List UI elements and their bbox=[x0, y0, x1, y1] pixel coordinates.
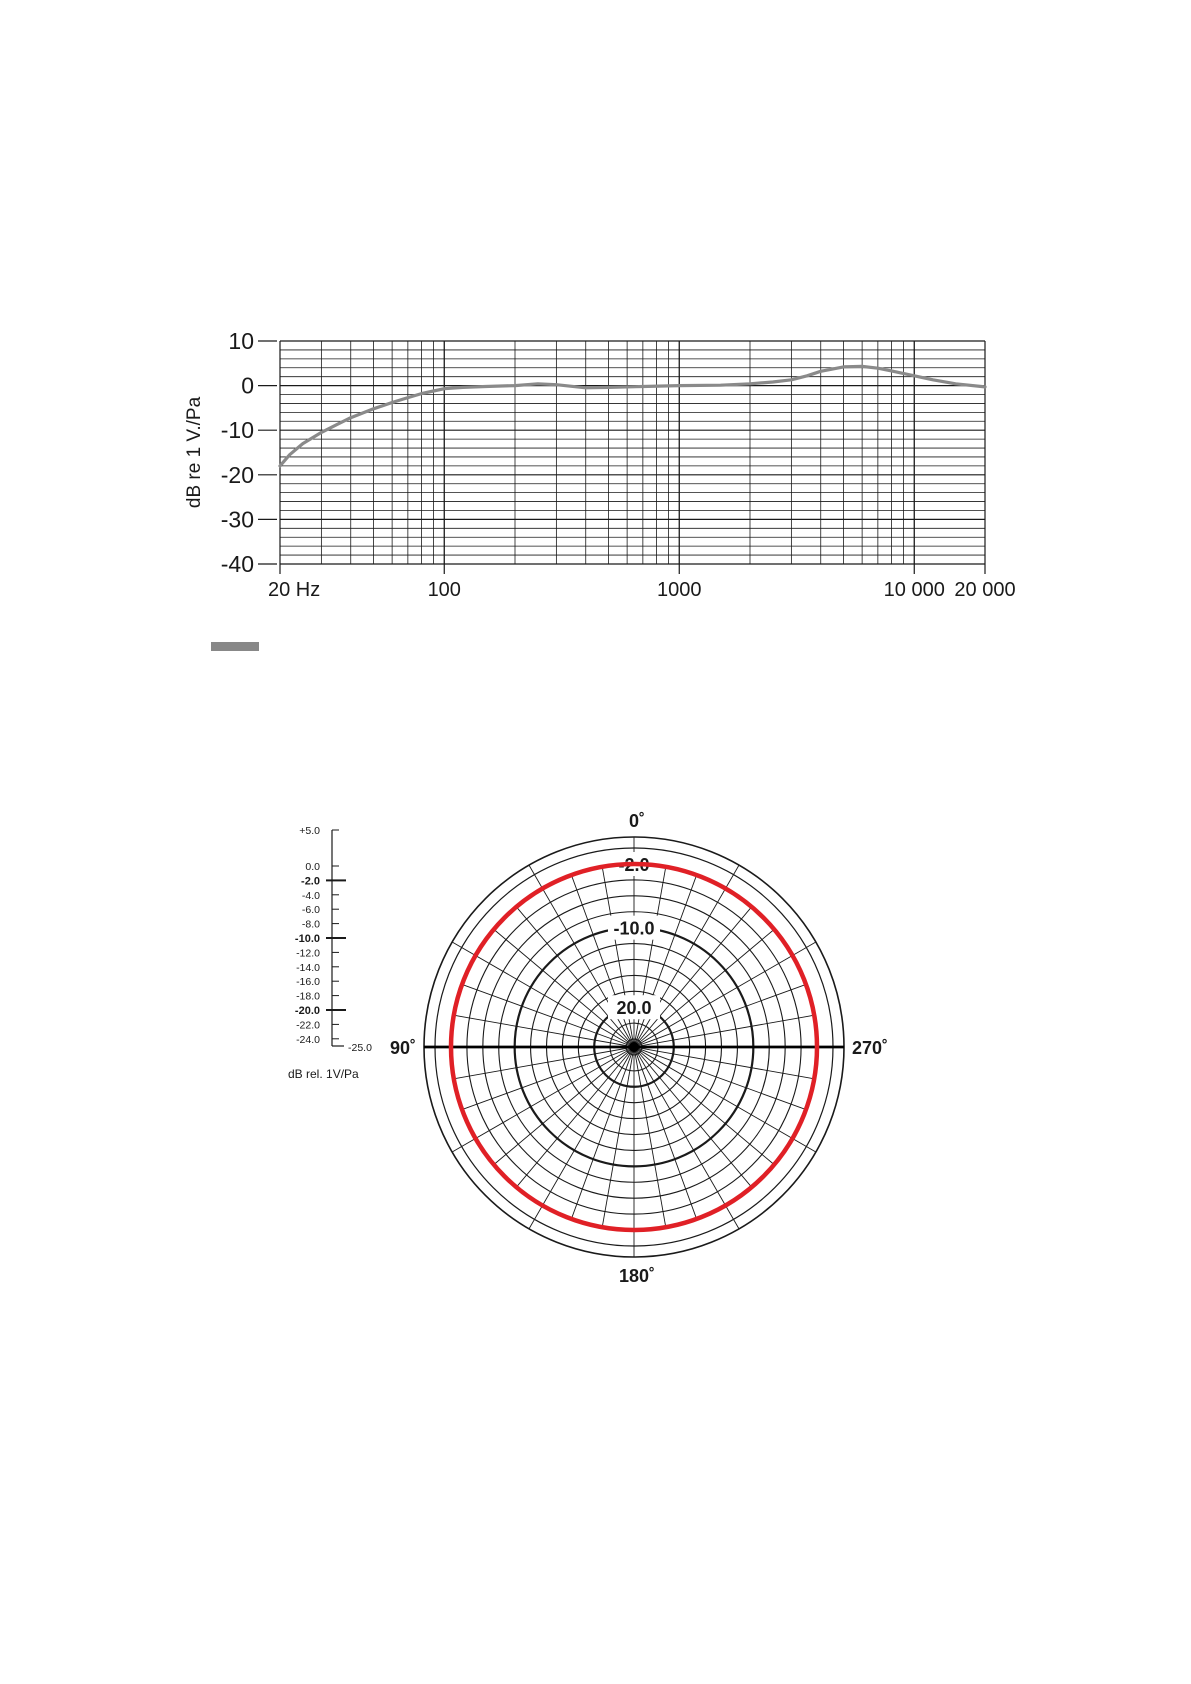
scale-tick-label: -2.0 bbox=[301, 875, 320, 888]
scale-tick-label: -12.0 bbox=[296, 947, 320, 960]
x-tick-label: 20 Hz bbox=[268, 579, 321, 601]
ring-label: -10.0 bbox=[613, 918, 655, 939]
scale-tick-label: -4.0 bbox=[301, 889, 320, 902]
ring-label: -2.0 bbox=[618, 855, 650, 875]
y-tick-label: 10 bbox=[228, 328, 254, 354]
y-axis-label: dB re 1 V./Pa bbox=[184, 396, 205, 509]
scale-tick-label: -18.0 bbox=[296, 990, 320, 1003]
scale-tick-label: +5.0 bbox=[299, 825, 320, 837]
y-tick-label: -30 bbox=[220, 506, 254, 533]
scale-unit-label: dB rel. 1V/Pa bbox=[288, 1067, 359, 1081]
x-tick-label: 1000 bbox=[657, 579, 702, 601]
scale-tick-label: -25.0 bbox=[348, 1042, 372, 1054]
x-tick-label: 100 bbox=[427, 579, 461, 601]
angle-label: 180˚ bbox=[618, 1266, 656, 1286]
scale-tick-label: -6.0 bbox=[301, 904, 320, 917]
y-tick-label: -40 bbox=[220, 551, 254, 577]
scale-tick-label: -14.0 bbox=[296, 961, 320, 974]
scale-tick-label: -8.0 bbox=[301, 918, 320, 931]
scale-tick-label: 0.0 bbox=[305, 861, 320, 873]
y-tick-label: -10 bbox=[220, 417, 254, 444]
y-tick-label: -20 bbox=[220, 461, 254, 488]
scale-tick-label: -16.0 bbox=[296, 976, 320, 989]
angle-label: 0˚ bbox=[628, 811, 646, 831]
y-tick-label: 0 bbox=[241, 372, 254, 399]
x-tick-label: 10 000 bbox=[883, 579, 945, 601]
scale-tick-label: -24.0 bbox=[296, 1033, 320, 1046]
scale-tick-label: -20.0 bbox=[294, 1005, 320, 1017]
x-tick-label: 20 000 bbox=[954, 579, 1016, 601]
polar-center bbox=[629, 1042, 639, 1052]
angle-label: 270˚ bbox=[852, 1038, 889, 1058]
angle-label: 90˚ bbox=[389, 1038, 416, 1058]
scale-tick-label: -10.0 bbox=[294, 933, 320, 945]
polar-grid bbox=[424, 837, 844, 1257]
scale-tick-label: -22.0 bbox=[296, 1019, 320, 1032]
ring-label: 20.0 bbox=[616, 998, 652, 1019]
